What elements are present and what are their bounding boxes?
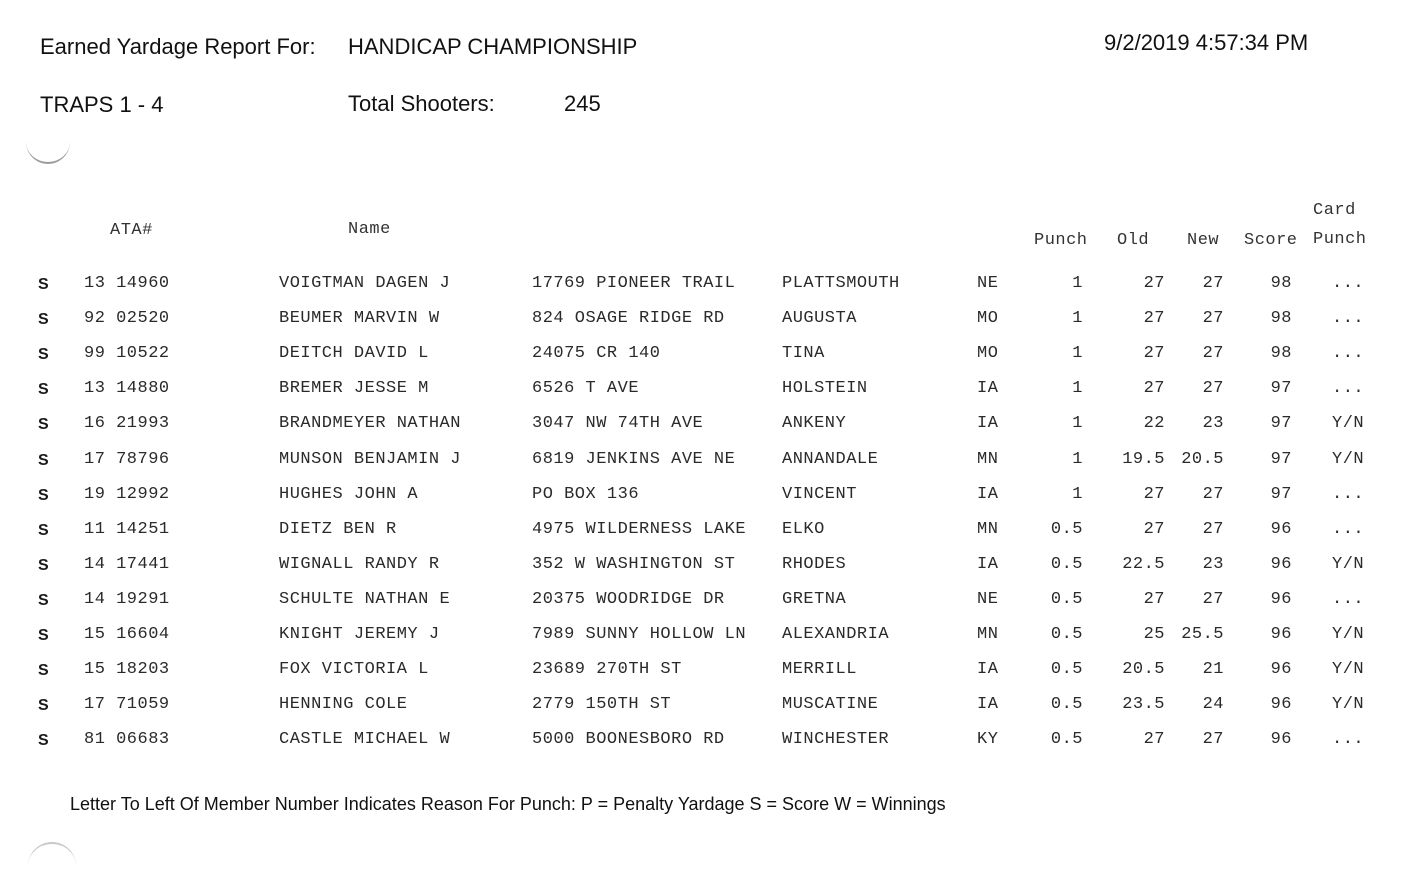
column-header-card: Card <box>1313 201 1356 220</box>
ata-number: 17 78796 <box>84 449 170 469</box>
shooter-name: HUGHES JOHN A <box>279 484 419 504</box>
old-yardage: 22.5 <box>1122 554 1165 574</box>
shooter-address: 2779 150TH ST <box>532 695 672 715</box>
score-value: 96 <box>1270 660 1292 680</box>
new-yardage: 23 <box>1202 414 1224 434</box>
old-yardage: 27 <box>1143 309 1165 329</box>
column-header-score: Score <box>1244 231 1298 250</box>
reason-letter: S <box>38 662 49 680</box>
shooter-name: CASTLE MICHAEL W <box>279 730 451 750</box>
score-value: 97 <box>1270 449 1292 469</box>
old-yardage: 25 <box>1143 625 1165 644</box>
punch-value: 1 <box>1072 344 1083 364</box>
ata-number: 13 14960 <box>84 274 170 293</box>
ata-number: 92 02520 <box>84 309 170 329</box>
shooter-address: 352 W WASHINGTON ST <box>532 554 736 574</box>
shooter-city: WINCHESTER <box>782 730 890 750</box>
shooter-city: PLATTSMOUTH <box>782 274 900 293</box>
shooter-city: VINCENT <box>782 484 857 504</box>
table-row <box>0 520 1406 548</box>
table-row <box>0 274 1406 302</box>
shooter-state: NE <box>977 274 999 293</box>
reason-letter: S <box>38 486 49 504</box>
reason-letter: S <box>38 591 49 609</box>
column-header-card-punch: Punch <box>1313 230 1367 249</box>
shooter-name: MUNSON BENJAMIN J <box>279 449 461 469</box>
old-yardage: 27 <box>1143 519 1165 539</box>
shooter-address: 3047 NW 74TH AVE <box>532 414 704 434</box>
old-yardage: 23.5 <box>1122 695 1165 715</box>
shooter-state: MN <box>977 449 999 469</box>
ata-number: 11 14251 <box>84 519 170 539</box>
score-value: 98 <box>1270 344 1292 364</box>
new-yardage: 20.5 <box>1181 449 1224 469</box>
shooter-name: SCHULTE NATHAN E <box>279 589 451 609</box>
new-yardage: 27 <box>1202 519 1224 539</box>
shooter-city: ELKO <box>782 519 825 539</box>
shooter-state: IA <box>977 484 999 504</box>
shooter-address: 20375 WOODRIDGE DR <box>532 589 725 609</box>
shooter-name: DEITCH DAVID L <box>279 344 429 364</box>
shooter-name: FOX VICTORIA L <box>279 660 429 680</box>
reason-letter: S <box>38 416 49 434</box>
score-value: 96 <box>1270 730 1292 750</box>
shooter-state: IA <box>977 554 999 574</box>
shooter-city: ALEXANDRIA <box>782 625 890 644</box>
table-row <box>0 344 1406 372</box>
card-punch-value: Y/N <box>1332 414 1365 434</box>
card-punch-value: ... <box>1332 379 1365 399</box>
punch-value: 0.5 <box>1050 519 1083 539</box>
ata-number: 13 14880 <box>84 379 170 399</box>
shooter-state: MO <box>977 309 999 329</box>
new-yardage: 27 <box>1202 344 1224 364</box>
ata-number: 19 12992 <box>84 484 170 504</box>
card-punch-value: ... <box>1332 344 1365 364</box>
punch-value: 1 <box>1072 379 1083 399</box>
column-header-new: New <box>1187 231 1220 250</box>
table-row <box>0 485 1406 513</box>
card-punch-value: ... <box>1332 274 1365 293</box>
reason-letter: S <box>38 556 49 574</box>
score-value: 96 <box>1270 519 1292 539</box>
shooter-state: NE <box>977 589 999 609</box>
reason-letter: S <box>38 521 49 539</box>
table-row <box>0 414 1406 442</box>
punch-reason-legend: Letter To Left Of Member Number Indicates Reason For Punch: P = Penalty Yardage S = Score W = Winnings <box>70 794 946 814</box>
ata-number: 15 18203 <box>84 660 170 680</box>
reason-letter: S <box>38 627 49 644</box>
old-yardage: 20.5 <box>1122 660 1165 680</box>
shooter-city: TINA <box>782 344 825 364</box>
old-yardage: 27 <box>1143 589 1165 609</box>
reason-letter: S <box>38 346 49 364</box>
old-yardage: 19.5 <box>1122 449 1165 469</box>
punch-value: 0.5 <box>1050 695 1083 715</box>
shooter-address: 7989 SUNNY HOLLOW LN <box>532 625 747 644</box>
shooter-address: 17769 PIONEER TRAIL <box>532 274 736 293</box>
score-value: 97 <box>1270 414 1292 434</box>
punch-value: 1 <box>1072 309 1083 329</box>
report-label: Earned Yardage Report For: <box>40 34 316 59</box>
shooter-address: 24075 CR 140 <box>532 344 661 364</box>
score-value: 97 <box>1270 484 1292 504</box>
shooter-city: ANNANDALE <box>782 449 879 469</box>
punch-value: 0.5 <box>1050 589 1083 609</box>
new-yardage: 27 <box>1202 274 1224 293</box>
total-shooters-value: 245 <box>564 91 601 116</box>
punch-value: 1 <box>1072 414 1083 434</box>
punch-value: 0.5 <box>1050 730 1083 750</box>
table-row <box>0 590 1406 618</box>
new-yardage: 25.5 <box>1181 625 1224 644</box>
shooter-city: HOLSTEIN <box>782 379 868 399</box>
new-yardage: 27 <box>1202 309 1224 329</box>
score-value: 96 <box>1270 625 1292 644</box>
reason-letter: S <box>38 732 49 750</box>
score-value: 97 <box>1270 379 1292 399</box>
shooter-address: 824 OSAGE RIDGE RD <box>532 309 725 329</box>
punch-value: 1 <box>1072 274 1083 293</box>
shooter-name: BRANDMEYER NATHAN <box>279 414 461 434</box>
shooter-state: MN <box>977 625 999 644</box>
shooter-state: IA <box>977 414 999 434</box>
shooter-state: MN <box>977 519 999 539</box>
score-value: 96 <box>1270 554 1292 574</box>
report-datetime: 9/2/2019 4:57:34 PM <box>1104 30 1309 55</box>
new-yardage: 21 <box>1202 660 1224 680</box>
table-row <box>0 695 1406 723</box>
shooter-state: IA <box>977 379 999 399</box>
old-yardage: 27 <box>1143 484 1165 504</box>
old-yardage: 27 <box>1143 730 1165 750</box>
score-value: 96 <box>1270 589 1292 609</box>
traps-label: TRAPS 1 - 4 <box>40 92 164 117</box>
score-value: 98 <box>1270 274 1292 293</box>
shooter-address: 23689 270TH ST <box>532 660 682 680</box>
punch-value: 1 <box>1072 449 1083 469</box>
column-header-punch: Punch <box>1034 231 1088 250</box>
new-yardage: 27 <box>1202 730 1224 750</box>
shooter-address: 5000 BOONESBORO RD <box>532 730 725 750</box>
column-header-ata: ATA# <box>110 221 153 240</box>
card-punch-value: ... <box>1332 309 1365 329</box>
table-row <box>0 379 1406 407</box>
score-value: 98 <box>1270 309 1292 329</box>
shooter-city: AUGUSTA <box>782 309 857 329</box>
reason-letter: S <box>38 697 49 715</box>
table-row <box>0 450 1406 478</box>
card-punch-value: Y/N <box>1332 554 1365 574</box>
shooter-name: DIETZ BEN R <box>279 519 397 539</box>
card-punch-value: Y/N <box>1332 449 1365 469</box>
card-punch-value: ... <box>1332 589 1365 609</box>
punch-value: 1 <box>1072 484 1083 504</box>
shooter-name: HENNING COLE <box>279 695 408 715</box>
card-punch-value: Y/N <box>1332 695 1365 715</box>
punch-hole-mark-bottom <box>28 842 76 874</box>
card-punch-value: ... <box>1332 484 1365 504</box>
shooter-state: MO <box>977 344 999 364</box>
shooter-name: KNIGHT JEREMY J <box>279 625 440 644</box>
new-yardage: 24 <box>1202 695 1224 715</box>
new-yardage: 27 <box>1202 589 1224 609</box>
table-row <box>0 730 1406 758</box>
ata-number: 99 10522 <box>84 344 170 364</box>
shooter-address: 4975 WILDERNESS LAKE <box>532 519 747 539</box>
punch-value: 0.5 <box>1050 625 1083 644</box>
punch-value: 0.5 <box>1050 660 1083 680</box>
new-yardage: 27 <box>1202 379 1224 399</box>
reason-letter: S <box>38 381 49 399</box>
shooter-city: RHODES <box>782 554 847 574</box>
punch-hole-mark <box>26 122 70 164</box>
reason-letter: S <box>38 451 49 469</box>
ata-number: 14 17441 <box>84 554 170 574</box>
shooter-name: BEUMER MARVIN W <box>279 309 440 329</box>
card-punch-value: Y/N <box>1332 625 1365 644</box>
ata-number: 14 19291 <box>84 589 170 609</box>
column-header-old: Old <box>1117 231 1150 250</box>
ata-number: 16 21993 <box>84 414 170 434</box>
shooter-address: 6819 JENKINS AVE NE <box>532 449 736 469</box>
shooter-city: MERRILL <box>782 660 857 680</box>
shooter-city: MUSCATINE <box>782 695 879 715</box>
reason-letter: S <box>38 276 49 293</box>
card-punch-value: ... <box>1332 730 1365 750</box>
shooter-address: 6526 T AVE <box>532 379 640 399</box>
table-row <box>0 309 1406 337</box>
shooter-state: IA <box>977 660 999 680</box>
event-name: HANDICAP CHAMPIONSHIP <box>348 34 638 59</box>
shooter-state: IA <box>977 695 999 715</box>
card-punch-value: ... <box>1332 519 1365 539</box>
shooter-state: KY <box>977 730 999 750</box>
new-yardage: 27 <box>1202 484 1224 504</box>
shooter-address: PO BOX 136 <box>532 484 640 504</box>
ata-number: 17 71059 <box>84 695 170 715</box>
reason-letter: S <box>38 311 49 329</box>
ata-number: 15 16604 <box>84 625 170 644</box>
ata-number: 81 06683 <box>84 730 170 750</box>
old-yardage: 27 <box>1143 344 1165 364</box>
shooter-name: WIGNALL RANDY R <box>279 554 440 574</box>
table-row <box>0 555 1406 583</box>
old-yardage: 27 <box>1143 379 1165 399</box>
table-row <box>0 625 1406 653</box>
shooter-name: BREMER JESSE M <box>279 379 429 399</box>
shooter-name: VOIGTMAN DAGEN J <box>279 274 451 293</box>
total-shooters-label: Total Shooters: <box>348 91 495 116</box>
old-yardage: 22 <box>1143 414 1165 434</box>
table-row <box>0 660 1406 688</box>
new-yardage: 23 <box>1202 554 1224 574</box>
shooter-city: GRETNA <box>782 589 847 609</box>
score-value: 96 <box>1270 695 1292 715</box>
punch-value: 0.5 <box>1050 554 1083 574</box>
shooter-city: ANKENY <box>782 414 847 434</box>
column-header-name: Name <box>348 220 391 239</box>
card-punch-value: Y/N <box>1332 660 1365 680</box>
old-yardage: 27 <box>1143 274 1165 293</box>
